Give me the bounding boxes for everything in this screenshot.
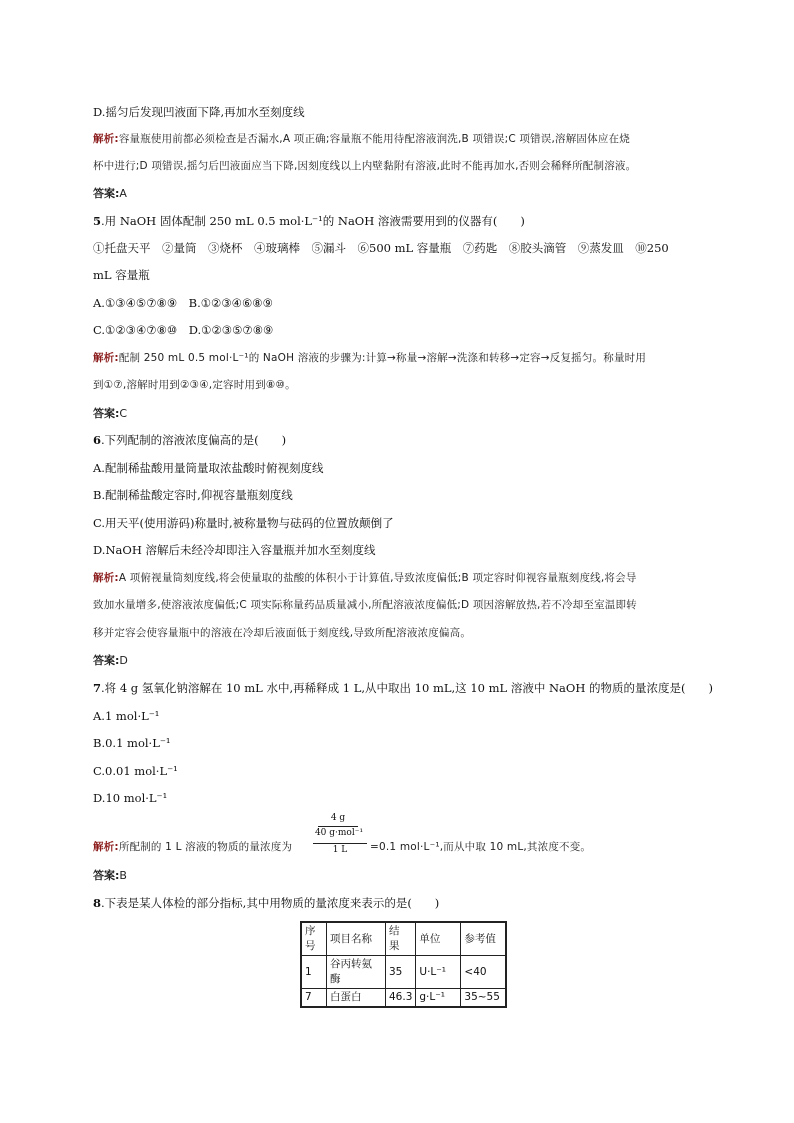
explanation-text: 所配制的 1 L 溶液的物质的量浓度为	[118, 841, 293, 853]
header-seq	[301, 922, 327, 956]
q7-option-c: C.0.01 mol·L⁻¹	[93, 764, 178, 778]
q7-option-b: B.0.1 mol·L⁻¹	[93, 736, 171, 750]
q6-option-a: A.配制稀盐酸用量筒量取浓盐酸时俯视刻度线	[93, 461, 324, 475]
question-number: 8	[93, 896, 102, 910]
table-row	[301, 956, 506, 989]
cell-seq: 7	[301, 989, 327, 1008]
cell-result: 35	[386, 956, 416, 989]
answer-label: 答案:	[93, 407, 120, 420]
cell-name-line-2: 酶	[330, 973, 341, 985]
cell-reference: <40	[461, 956, 507, 989]
q5-options-line-1: ①托盘天平 ②量筒 ③烧杯 ④玻璃棒 ⑤漏斗 ⑥500 mL 容量瓶 ⑦药匙 ⑧胶头滴管 ⑨蒸发皿 ⑩250	[93, 241, 669, 255]
question-number: 6	[93, 433, 102, 447]
question-text: .下表是某人体检的部分指标,其中用物质的量浓度来表示的是( )	[101, 896, 440, 910]
q7-explanation-text-post: =0.1 mol·L⁻¹,而从中取 10 mL,其浓度不变。	[370, 841, 592, 853]
q5-choices-cd: C.①②③④⑦⑧⑩ D.①②③⑤⑦⑧⑨	[93, 323, 274, 337]
q5-stem	[93, 213, 525, 229]
q7-option-a: A.1 mol·L⁻¹	[93, 709, 160, 723]
q5-options-line-2: mL 容量瓶	[93, 268, 150, 282]
table-header-row	[301, 922, 506, 956]
q7-option-d: D.10 mol·L⁻¹	[93, 791, 168, 805]
q4-explanation-line-1	[93, 131, 630, 147]
answer-value: B	[119, 869, 127, 882]
header-seq-line-1: 序	[305, 925, 316, 937]
explanation-label: 解析:	[93, 572, 119, 584]
q7-explanation-text-pre	[93, 839, 292, 855]
q7-stem	[93, 680, 713, 696]
q4-option-d: D.摇匀后发现凹液面下降,再加水至刻度线	[93, 105, 305, 119]
header-result-line-1: 结	[389, 925, 400, 937]
q7-answer	[93, 867, 127, 884]
answer-label: 答案:	[93, 187, 120, 200]
q6-option-c: C.用天平(使用游码)称量时,被称量物与砝码的位置放颠倒了	[93, 516, 394, 530]
q8-stem	[93, 895, 439, 911]
answer-value: D	[119, 654, 128, 667]
header-seq-line-2: 号	[305, 940, 316, 952]
question-number: 7	[93, 681, 102, 695]
cell-result: 46.3	[386, 989, 416, 1008]
fraction-inner-denominator: 40 g·mol⁻¹	[314, 828, 364, 838]
q5-explanation-line-2: 到①⑦,溶解时用到②③④,定容时用到⑧⑩。	[93, 379, 296, 391]
explanation-text: 容量瓶使用前都必须检查是否漏水,A 项正确;容量瓶不能用待配溶液润洗,B 项错误;C 项错误,溶解固体应在烧	[118, 133, 630, 145]
cell-unit: U·L⁻¹	[416, 956, 461, 989]
answer-value: A	[119, 187, 127, 200]
explanation-label: 解析:	[93, 133, 119, 145]
answer-label: 答案:	[93, 654, 120, 667]
header-name: 项目名称	[327, 922, 386, 956]
cell-unit: g·L⁻¹	[416, 989, 461, 1008]
explanation-label: 解析:	[93, 841, 119, 853]
q6-explanation-line-3: 移并定容会使容量瓶中的溶液在冷却后液面低于刻度线,导致所配溶液浓度偏高。	[93, 627, 472, 639]
question-text: .用 NaOH 固体配制 250 mL 0.5 mol·L⁻¹的 NaOH 溶液需要用到的仪器有( )	[101, 214, 525, 228]
cell-name-line-1: 谷丙转氨	[330, 958, 372, 970]
cell-name	[327, 956, 386, 989]
question-text: .将 4 g 氢氧化钠溶解在 10 mL 水中,再稀释成 1 L,从中取出 10 mL,这 10 mL 溶液中 NaOH 的物质的量浓度是( )	[101, 681, 713, 695]
explanation-label: 解析:	[93, 352, 119, 364]
fraction-denominator: 1 L	[332, 845, 348, 855]
q5-choices-ab: A.①③④⑤⑦⑧⑨ B.①②③④⑥⑧⑨	[93, 296, 273, 310]
header-reference: 参考值	[461, 922, 507, 956]
explanation-text: 配制 250 mL 0.5 mol·L⁻¹的 NaOH 溶液的步骤为:计算→称量→溶解→洗涤和转移→定容→反复摇匀。称量时用	[118, 352, 647, 364]
q6-option-b: B.配制稀盐酸定容时,仰视容量瓶刻度线	[93, 488, 293, 502]
fraction-main-bar	[313, 843, 367, 844]
q6-answer	[93, 652, 128, 669]
q5-answer	[93, 405, 127, 422]
q6-stem	[93, 432, 286, 448]
header-unit: 单位	[416, 922, 461, 956]
q4-explanation-line-2: 杯中进行;D 项错误,摇匀后凹液面应当下降,因刻度线以上内壁黏附有溶液,此时不能再加水,否则会稀释所配制溶液。	[93, 160, 637, 172]
cell-seq: 1	[301, 956, 327, 989]
q5-explanation-line-1	[93, 350, 646, 366]
question-number: 5	[93, 214, 102, 228]
health-check-table	[300, 921, 507, 1008]
header-result	[386, 922, 416, 956]
answer-value: C	[119, 407, 128, 420]
cell-name: 白蛋白	[327, 989, 386, 1008]
cell-reference: 35~55	[461, 989, 507, 1008]
fraction-inner-bar	[318, 826, 358, 827]
header-result-line-2: 果	[389, 940, 400, 952]
q6-explanation-line-1	[93, 570, 637, 586]
question-text: .下列配制的溶液浓度偏高的是( )	[101, 433, 287, 447]
fraction-numerator: 4 g	[330, 813, 346, 823]
q6-option-d: D.NaOH 溶解后未经冷却即注入容量瓶并加水至刻度线	[93, 543, 376, 557]
q6-explanation-line-2: 致加水量增多,使溶液浓度偏低;C 项实际称量药品质量减小,所配溶液浓度偏低;D 项因溶解放热,若不冷却至室温即转	[93, 599, 637, 611]
table-row	[301, 989, 506, 1008]
explanation-text: A 项俯视量筒刻度线,将会使量取的盐酸的体积小于计算值,导致浓度偏低;B 项定容时仰视容量瓶刻度线,将会导	[118, 572, 637, 584]
answer-label: 答案:	[93, 869, 120, 882]
q4-answer	[93, 185, 127, 202]
